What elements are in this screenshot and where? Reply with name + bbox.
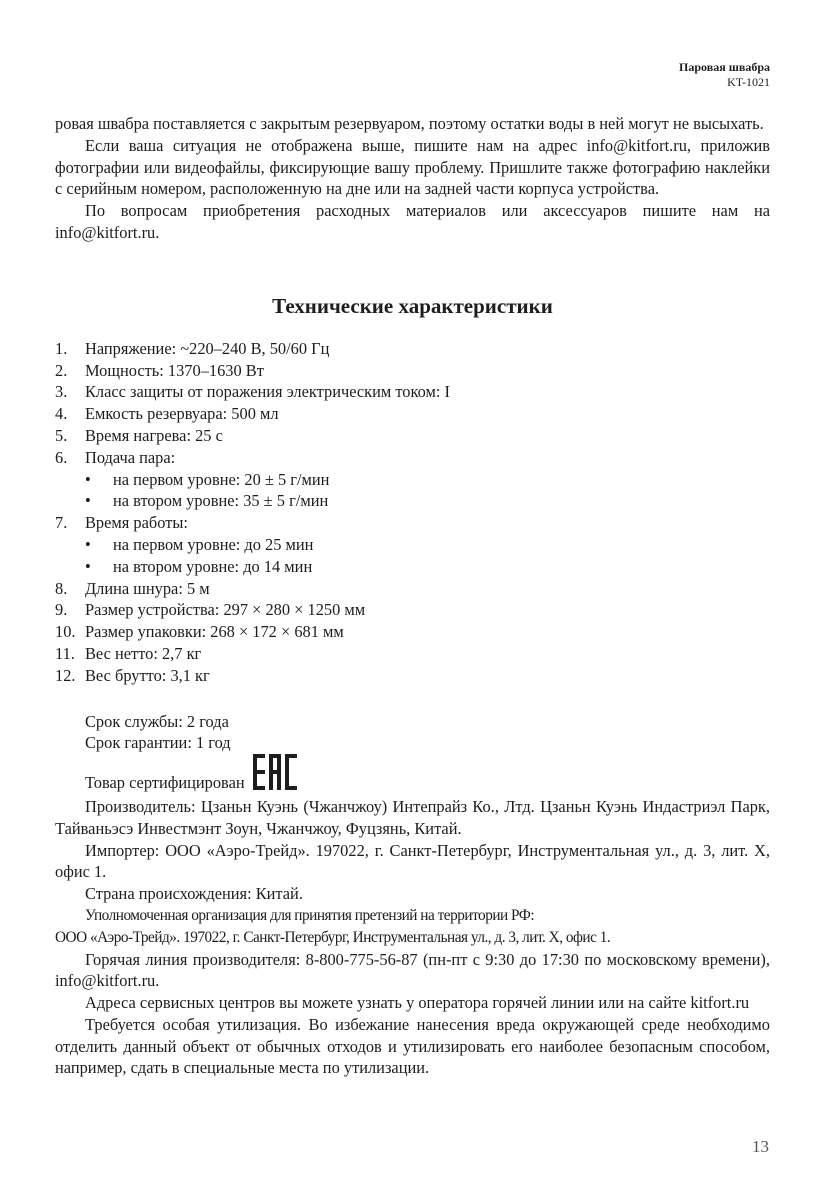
spec-subitem bbox=[55, 469, 770, 491]
spec-item bbox=[55, 447, 770, 469]
spec-number: 2. bbox=[55, 360, 68, 380]
country-of-origin: Страна происхождения: Китай. bbox=[85, 884, 303, 904]
spec-item bbox=[55, 381, 770, 403]
spec-text: Вес нетто: 2,7 кг bbox=[85, 643, 202, 663]
service-life: Срок службы: 2 года bbox=[85, 711, 229, 731]
warranty-period: Срок гарантии: 1 год bbox=[85, 733, 231, 753]
spec-sublist bbox=[55, 534, 770, 578]
spec-subitem bbox=[55, 556, 770, 578]
spec-text: Время работы: bbox=[85, 513, 188, 533]
certification-block bbox=[55, 711, 770, 796]
spec-text: Емкость резервуара: 500 мл bbox=[85, 404, 279, 424]
spec-item bbox=[55, 403, 770, 425]
spec-item bbox=[55, 599, 770, 621]
spec-item bbox=[55, 512, 770, 534]
spec-text: Вес брутто: 3,1 кг bbox=[85, 665, 210, 685]
spec-number: 3. bbox=[55, 382, 68, 402]
spec-subitem-text: на втором уровне: 35 ± 5 г/мин bbox=[113, 491, 329, 511]
spec-number: 1. bbox=[55, 338, 68, 358]
spec-text: Напряжение: ~220–240 В, 50/60 Гц bbox=[85, 338, 330, 358]
spec-item bbox=[55, 425, 770, 447]
spec-text: Размер устройства: 297 × 280 × 1250 мм bbox=[85, 600, 366, 620]
running-header bbox=[679, 60, 770, 90]
hotline-info: Горячая линия производителя: 8-800-775-56-87 (пн-пт с 9:30 до 17:30 по московскому времени), info@kitfort.ru. bbox=[55, 949, 770, 991]
spec-number: 5. bbox=[55, 425, 68, 445]
spec-text: Подача пара: bbox=[85, 447, 176, 467]
service-centers-info: Адреса сервисных центров вы можете узнать у оператора горячей линии или на сайте kitfort.ru bbox=[85, 993, 750, 1013]
spec-sublist-wrapper bbox=[55, 534, 770, 578]
spec-number: 11. bbox=[55, 643, 75, 663]
spec-item bbox=[55, 621, 770, 643]
spec-item bbox=[55, 360, 770, 382]
spec-subitem-text: на втором уровне: до 14 мин bbox=[113, 556, 313, 576]
spec-number: 7. bbox=[55, 513, 68, 533]
spec-subitem bbox=[55, 534, 770, 556]
spec-text: Размер упаковки: 268 × 172 × 681 мм bbox=[85, 622, 344, 642]
certified-text: Товар сертифицирован bbox=[85, 773, 245, 793]
section-title: Технические характеристики bbox=[272, 293, 553, 318]
spec-item bbox=[55, 338, 770, 360]
spec-number: 6. bbox=[55, 447, 68, 467]
spec-number: 4. bbox=[55, 404, 68, 424]
bullet-icon: • bbox=[85, 469, 91, 489]
spec-item bbox=[55, 643, 770, 665]
spec-item bbox=[55, 665, 770, 687]
spec-text: Класс защиты от поражения электрическим током: I bbox=[85, 382, 451, 402]
bullet-icon: • bbox=[85, 534, 91, 554]
eac-mark-icon bbox=[253, 754, 297, 796]
authorized-organization-heading: Уполномоченная организация для принятия претензий на территории РФ: bbox=[85, 906, 535, 924]
spec-sublist-wrapper bbox=[55, 469, 770, 513]
intro-paragraph: По вопросам приобретения расходных материалов или аксессуаров пишите нам на info@kitfort.ru. bbox=[55, 201, 770, 242]
spec-number: 9. bbox=[55, 600, 68, 620]
specs-list bbox=[55, 338, 770, 687]
header-title: Паровая швабра bbox=[679, 60, 770, 74]
spec-sublist bbox=[55, 469, 770, 513]
spec-number: 10. bbox=[55, 622, 76, 642]
spec-subitem bbox=[55, 490, 770, 512]
bullet-icon: • bbox=[85, 491, 91, 511]
spec-text: Мощность: 1370–1630 Вт bbox=[85, 360, 264, 380]
bullet-icon: • bbox=[85, 556, 91, 576]
intro-paragraph: ровая швабра поставляется с закрытым резервуаром, поэтому остатки воды в ней могут не высыхать. bbox=[55, 114, 764, 133]
manufacturer-info: Производитель: Цзаньн Куэнь (Чжанчжоу) Интепрайз Ко., Лтд. Цзаньн Куэнь Индастриэл Парк, Тайваньэсэ Инвестмэнт Зоун, Чжанчжоу, Фуцзянь, Китай. bbox=[55, 796, 770, 838]
page-content bbox=[55, 113, 770, 1079]
certified-line bbox=[55, 754, 770, 796]
spec-number: 8. bbox=[55, 578, 68, 598]
spec-number: 12. bbox=[55, 665, 76, 685]
disposal-info: Требуется особая утилизация. Во избежание нанесения вреда окружающей среде необходимо отделить данный объект от обычных отходов и утилизировать его наиболее безопасным способом, например, сдать в специальные места по утилизации. bbox=[55, 1014, 770, 1078]
spec-subitem-text: на первом уровне: 20 ± 5 г/мин bbox=[113, 469, 330, 489]
importer-info: Импортер: ООО «Аэро-Трейд». 197022, г. Санкт-Петербург, Инструментальная ул., д. 3, лит. Х, офис 1. bbox=[55, 840, 770, 882]
header-model: KT-1021 bbox=[727, 75, 770, 89]
page-number: 13 bbox=[752, 1137, 769, 1156]
spec-text: Время нагрева: 25 с bbox=[85, 425, 223, 445]
authorized-organization-address: ООО «Аэро-Трейд». 197022, г. Санкт-Петербург, Инструментальная ул., д. 3, лит. Х, офис 1. bbox=[55, 928, 611, 946]
intro-paragraph: Если ваша ситуация не отображена выше, пишите нам на адрес info@kitfort.ru, приложив фотографии или видеофайлы, фиксирующие вашу проблему. Пришлите также фотографию наклейки с серийным номером, расположенную на дне или на задней части корпуса устройства. bbox=[55, 135, 770, 199]
spec-subitem-text: на первом уровне: до 25 мин bbox=[113, 534, 314, 554]
spec-item bbox=[55, 578, 770, 600]
spec-text: Длина шнура: 5 м bbox=[85, 578, 210, 598]
